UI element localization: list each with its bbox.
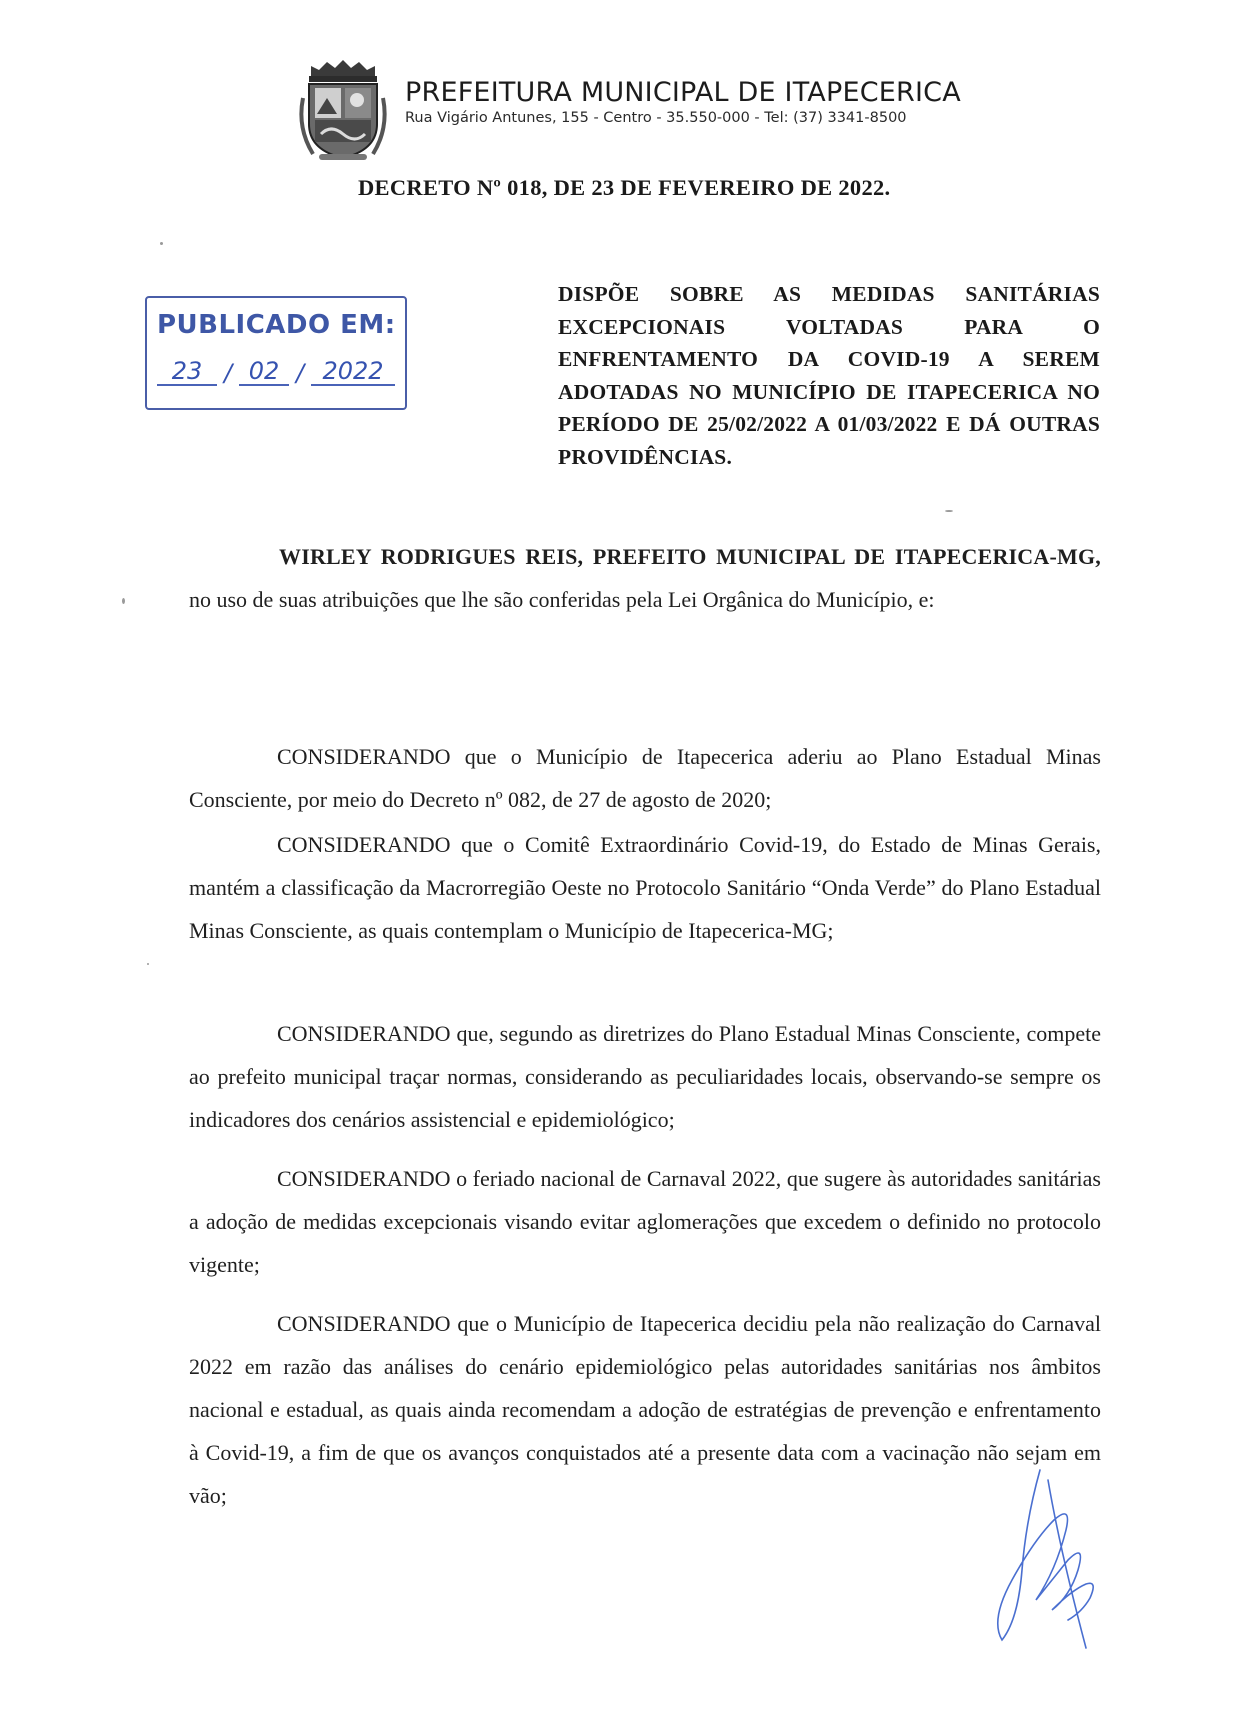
decree-title: DECRETO Nº 018, DE 23 DE FEVEREIRO DE 2022.	[358, 175, 891, 200]
org-name: PREFEITURA MUNICIPAL DE ITAPECERICA	[405, 77, 961, 108]
stamp-label: PUBLICADO EM:	[157, 310, 396, 340]
considerando-paragraph: CONSIDERANDO que o Município de Itapecerica aderiu ao Plano Estadual Minas Consciente, por meio do Decreto nº 082, de 27 de agosto de 2020;	[189, 744, 1101, 812]
stamp-date	[157, 358, 395, 386]
stamp-day: 23	[157, 358, 217, 386]
stamp-year: 2022	[311, 358, 395, 386]
scan-speck	[160, 242, 163, 245]
stamp-separator: /	[295, 359, 305, 387]
decree-summary: DISPÕE SOBRE AS MEDIDAS SANITÁRIAS EXCEPCIONAIS VOLTADAS PARA O ENFRENTAMENTO DA COVID-19 A SEREM ADOTADAS NO MUNICÍPIO DE ITAPECERICA NO PERÍODO DE 25/02/2022 A 01/03/2022 E DÁ OUTRAS PROVIDÊNCIAS.	[558, 282, 1100, 469]
intro-text: no uso de suas atribuições que lhe são conferidas pela Lei Orgânica do Município, e:	[189, 587, 935, 612]
mayor-name: WIRLEY RODRIGUES REIS, PREFEITO MUNICIPAL DE ITAPECERICA-MG,	[279, 544, 1101, 569]
letterhead	[297, 58, 997, 158]
stamp-separator: /	[223, 359, 233, 387]
intro-paragraph	[189, 535, 1101, 621]
considerando-paragraph: CONSIDERANDO que o Comitê Extraordinário Covid-19, do Estado de Minas Gerais, mantém a classificação da Macrorregião Oeste no Protocolo Sanitário “Onda Verde” do Plano Estadual Minas Consciente, as quais contemplam o Município de Itapecerica-MG;	[189, 832, 1101, 943]
org-address: Rua Vigário Antunes, 155 - Centro - 35.550-000 - Tel: (37) 3341-8500	[405, 110, 907, 126]
publication-stamp	[145, 296, 407, 410]
scan-speck	[122, 598, 125, 604]
stamp-month: 02	[239, 358, 289, 386]
considerando-paragraph: CONSIDERANDO que, segundo as diretrizes do Plano Estadual Minas Consciente, compete ao prefeito municipal traçar normas, considerando as peculiaridades locais, observando-se sempre os indicadores dos cenários assistencial e epidemiológico;	[189, 1021, 1101, 1132]
handwritten-signature	[982, 1460, 1102, 1650]
scan-speck	[147, 963, 149, 965]
considerando-paragraph: CONSIDERANDO o feriado nacional de Carnaval 2022, que sugere às autoridades sanitárias a adoção de medidas excepcionais visando evitar aglomerações que excedem o definido no protocolo vigente;	[189, 1166, 1101, 1277]
scan-speck	[945, 510, 953, 512]
considerando-paragraph: CONSIDERANDO que o Município de Itapecerica decidiu pela não realização do Carnaval 2022 em razão das análises do cenário epidemiológico pelas autoridades sanitárias nos âmbitos nacional e estadual, as quais ainda recomendam a adoção de estratégias de prevenção e enfrentamento à Covid-19, a fim de que os avanços conquistados até a presente data com a vacinação não sejam em vão;	[189, 1311, 1101, 1508]
coat-of-arms-icon	[297, 58, 389, 162]
